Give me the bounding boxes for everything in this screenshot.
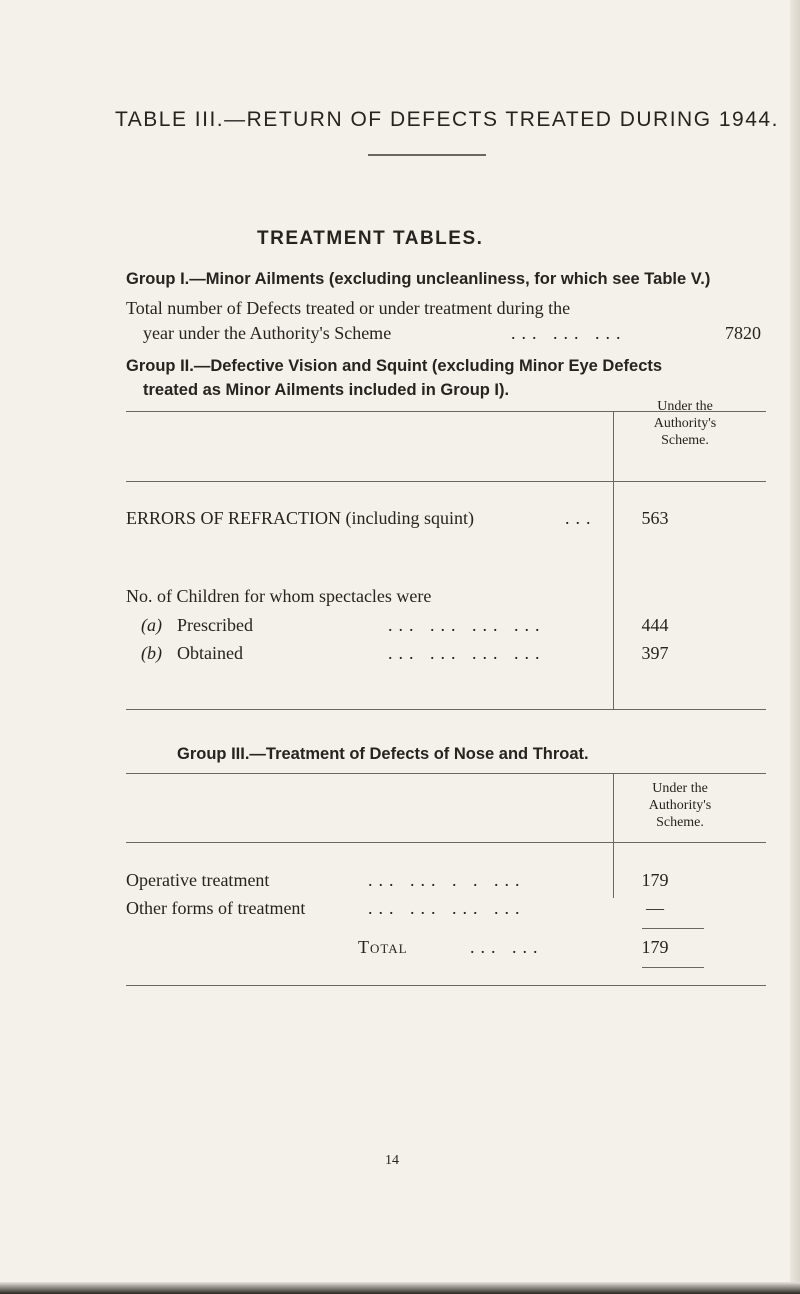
- other-treatment-dots: ... ... ... ...: [368, 898, 526, 918]
- obtained-dots: ... ... ... ...: [388, 643, 546, 663]
- operative-treatment-dots: ... ... . . ...: [368, 870, 526, 890]
- obtained-value: 397: [641, 643, 669, 663]
- group3-table-bottom-rule: [126, 985, 766, 986]
- errors-of-refraction-value: 563: [641, 508, 669, 528]
- obtained-marker: (b): [141, 643, 162, 663]
- prescribed-marker: (a): [141, 615, 162, 635]
- group2-column-header-line2: Authority's: [653, 416, 717, 431]
- obtained-label: Obtained: [177, 643, 243, 663]
- group1-total-value: 7820: [725, 323, 761, 343]
- group3-column-header-line2: Authority's: [648, 798, 712, 813]
- section-title: TREATMENT TABLES.: [257, 228, 484, 249]
- total-label: Total: [358, 937, 408, 957]
- group3-column-header-line1: Under the: [652, 781, 708, 796]
- group2-column-header-line3: Scheme.: [661, 433, 709, 448]
- group3-column-divider: [613, 773, 614, 898]
- group1-heading: Group I.—Minor Ailments (excluding uncleanliness, for which see Table V.): [126, 270, 711, 288]
- group2-column-divider: [613, 411, 614, 709]
- group2-table-bottom-rule: [126, 709, 766, 710]
- title-underline: [368, 154, 486, 156]
- group2-heading-line1: Group II.—Defective Vision and Squint (excluding Minor Eye Defects: [126, 357, 663, 375]
- prescribed-dots: ... ... ... ...: [388, 615, 546, 635]
- group3-heading: Group III.—Treatment of Defects of Nose and Throat.: [177, 745, 589, 763]
- operative-treatment-value: 179: [641, 870, 669, 890]
- group1-line2: year under the Authority's Scheme: [143, 323, 392, 343]
- group3-header-rule: [126, 842, 766, 843]
- operative-treatment-label: Operative treatment: [126, 870, 270, 890]
- group3-table-top-rule: [126, 773, 766, 774]
- prescribed-value: 444: [641, 615, 669, 635]
- other-treatment-value: —: [646, 898, 664, 918]
- group1-line1: Total number of Defects treated or under treatment during the: [126, 298, 571, 318]
- group2-column-header: [620, 398, 750, 449]
- total-value: 179: [641, 937, 669, 957]
- page-number: 14: [385, 1153, 399, 1168]
- group1-dots: ... ... ...: [511, 323, 627, 343]
- other-treatment-label: Other forms of treatment: [126, 898, 306, 918]
- children-spectacles-label: No. of Children for whom spectacles were: [126, 586, 432, 606]
- prescribed-label: Prescribed: [177, 615, 253, 635]
- page-edge-shadow: [790, 0, 800, 1294]
- group2-header-rule: [126, 481, 766, 482]
- group2-column-header-line1: Under the: [657, 399, 713, 414]
- total-upper-rule: [642, 928, 704, 929]
- errors-of-refraction-label: ERRORS OF REFRACTION (including squint): [126, 508, 475, 528]
- page-bottom-edge: [0, 1282, 800, 1294]
- errors-of-refraction-dots: ...: [565, 508, 597, 528]
- total-lower-rule: [642, 967, 704, 968]
- page-title: TABLE III.—RETURN OF DEFECTS TREATED DURING 1944.: [115, 108, 779, 131]
- group3-column-header: [615, 780, 745, 831]
- group2-heading-line2: treated as Minor Ailments included in Group I).: [143, 381, 510, 399]
- total-dots: ... ...: [470, 937, 544, 957]
- group3-column-header-line3: Scheme.: [656, 815, 704, 830]
